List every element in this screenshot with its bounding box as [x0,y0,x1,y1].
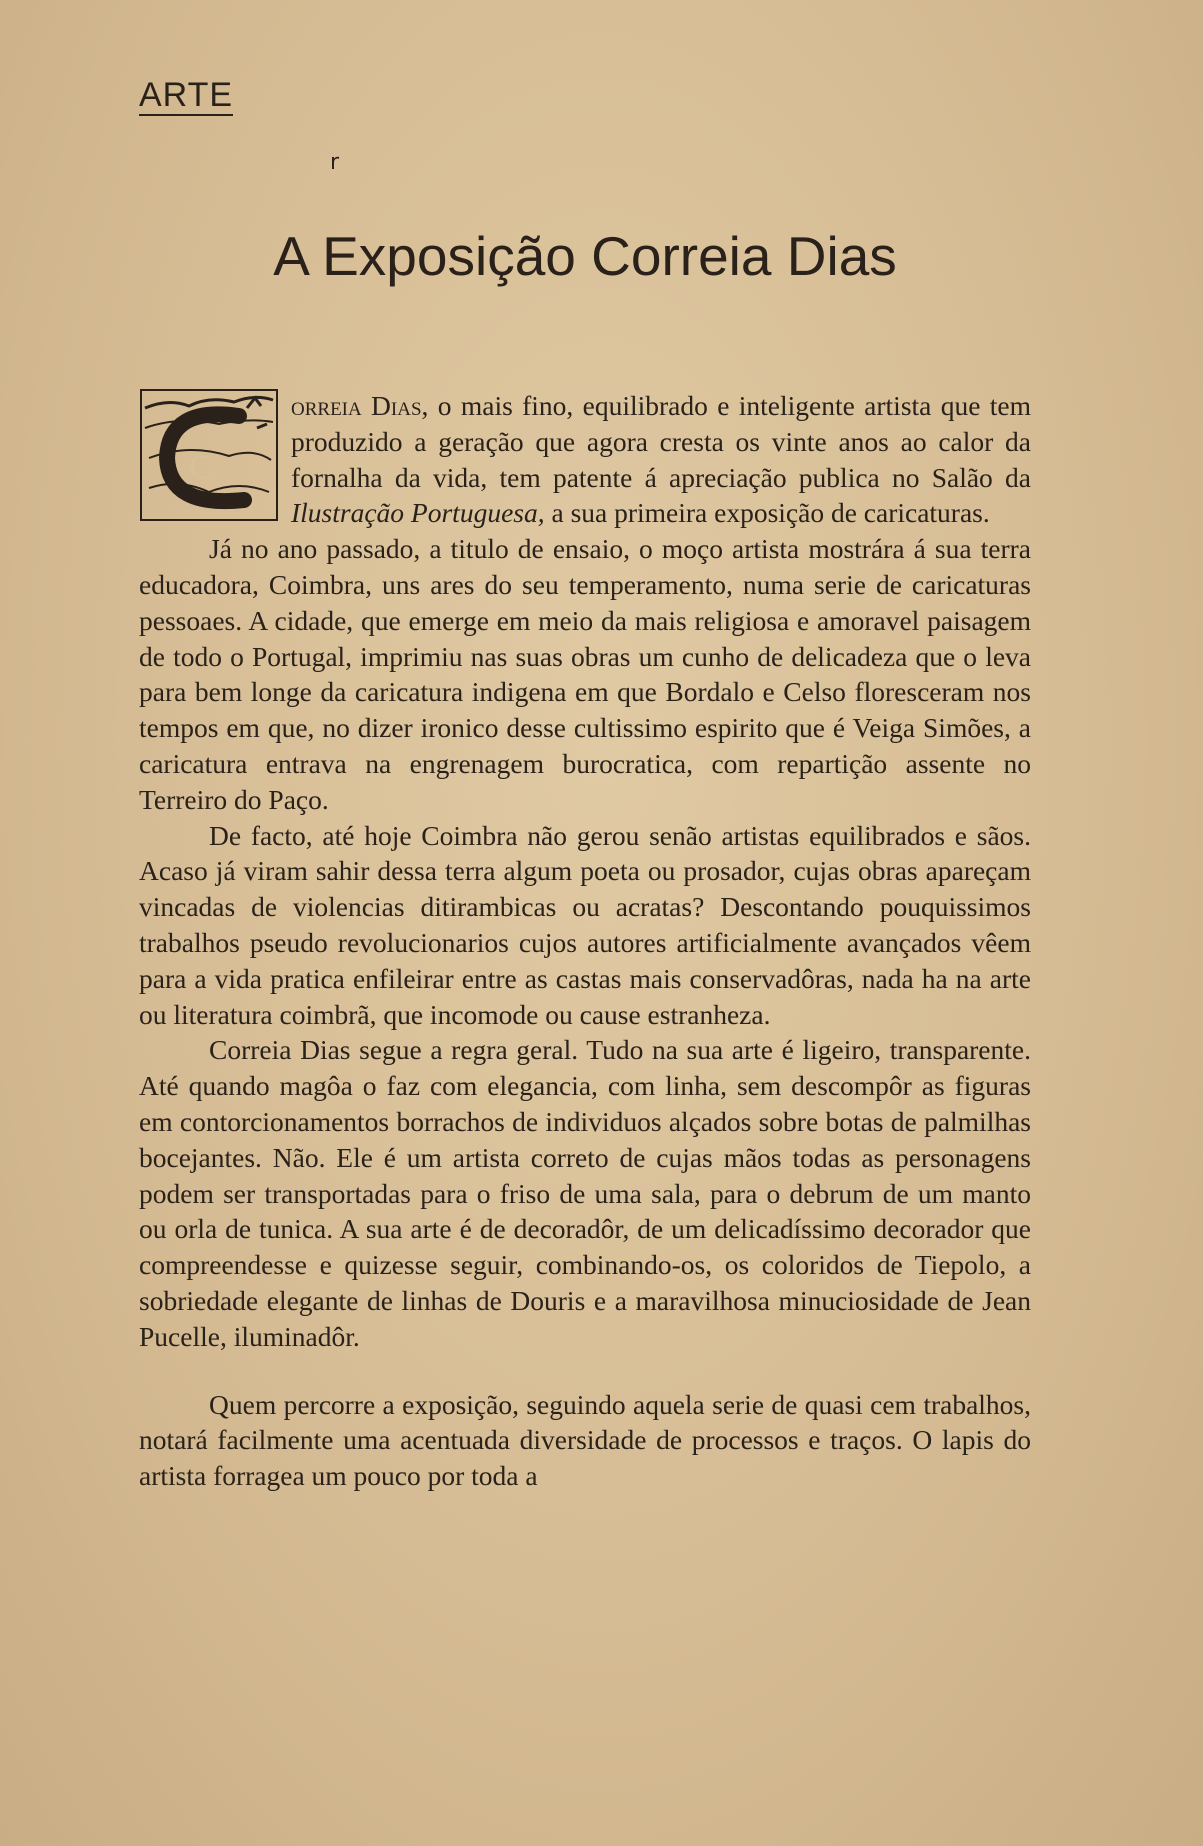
lead-end: a sua primeira exposição de caricaturas. [544,497,990,529]
paragraph-2: De facto, até hoje Coimbra não gerou senão artistas equilibrados e sãos. Acaso já viram sahir dessa terra algum poeta ou prosador, cujas obras apareçam vincadas de violencias ditirambicas ou acratas? Descontando pouquissimos trabalhos pseudo revolucionarios cujos autores artificialmente avançados vêem para a vida pratica enfileirar entre as castas mais conservadôras, nada ha na arte ou literatura coimbrã, que incomode ou cause estranheza. [139,819,1031,1030]
svg-text:C: C [189,449,212,486]
article-title: A Exposição Correia Dias [273,225,897,287]
paragraph-4: Quem percorre a exposição, seguindo aquela serie de quasi cem trabalhos, notará facilmente uma acentuada diversidade de processos e traços. O lapis do artista forragea um pouco por toda a [139,1388,1031,1492]
lead-italic: Ilustração Portuguesa, [291,497,545,529]
lead-rest: o mais fino, equilibrado e inteligente artista que tem produzido a geração que agora cresta os vinte anos ao calor da fornalha da vida, tem patente á apreciação publica no Salão da [291,390,1031,493]
section-label: ARTE [139,76,234,114]
paragraph-3: Correia Dias segue a regra geral. Tudo na sua arte é ligeiro, transparente. Até quando magôa o faz com elegancia, com linha, sem descompôr as figuras em contorcionamentos borrachos de individuos alçados sobre botas de palmilhas bocejantes. Não. Ele é um artista correto de cujas mãos todas as personagens podem ser transportadas para o friso de uma sala, para o debrum de um manto ou orla de tunica. A sua arte é de decoradôr, de um delicadíssimo decorador que compreendesse e quizesse seguir, combinando-os, os coloridos de Tiepolo, a sobriedade elegante de linhas de Douris e a maravilhosa minuciosidade de Jean Pucelle, iluminadôr. [139,1034,1031,1352]
ornamental-initial-icon [139,388,279,522]
paragraph-1: Já no ano passado, a titulo de ensaio, o moço artista mostrára á sua terra educadora, Coimbra, uns ares do seu temperamento, numa serie de caricaturas pessoaes. A cidade, que emerge em meio da mais religiosa e amoravel paisagem de todo o Portugal, imprimiu nas suas obras um cunho de delicadeza que o leva para bem longe da caricatura indigena em que Bordalo e Celso floresceram nos tempos em que, no dizer ironico desse cultissimo espirito que é Veiga Simões, a caricatura entrava na engrenagem burocratica, com repartição assente no Terreiro do Paço. [139,533,1031,815]
printer-mark: r [330,150,340,175]
lead-smallcaps: orreia Dias, [291,390,429,421]
article-body [139,388,1031,1494]
